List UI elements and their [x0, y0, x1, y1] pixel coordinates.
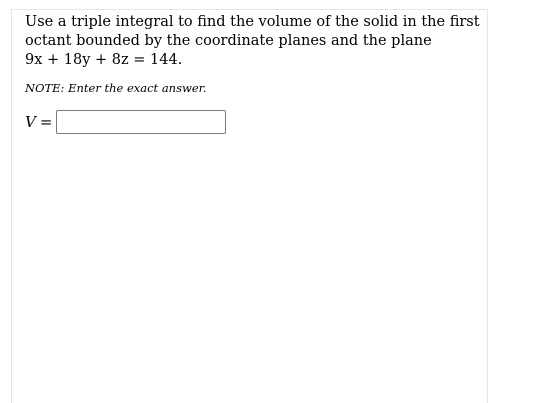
plane-equation: 9x + 18y + 8z = 144.	[25, 52, 183, 68]
note-text: NOTE: Enter the exact answer.	[25, 81, 207, 95]
answer-input[interactable]	[56, 110, 226, 134]
answer-row	[25, 110, 226, 134]
question-line-2: octant bounded by the coordinate planes and the plane	[25, 33, 432, 49]
question-panel	[11, 9, 488, 403]
answer-variable-label: V	[25, 113, 36, 131]
question-text	[25, 13, 480, 70]
equals-sign: =	[39, 113, 53, 131]
question-line-1: Use a triple integral to find the volume of the solid in the first	[25, 14, 480, 30]
